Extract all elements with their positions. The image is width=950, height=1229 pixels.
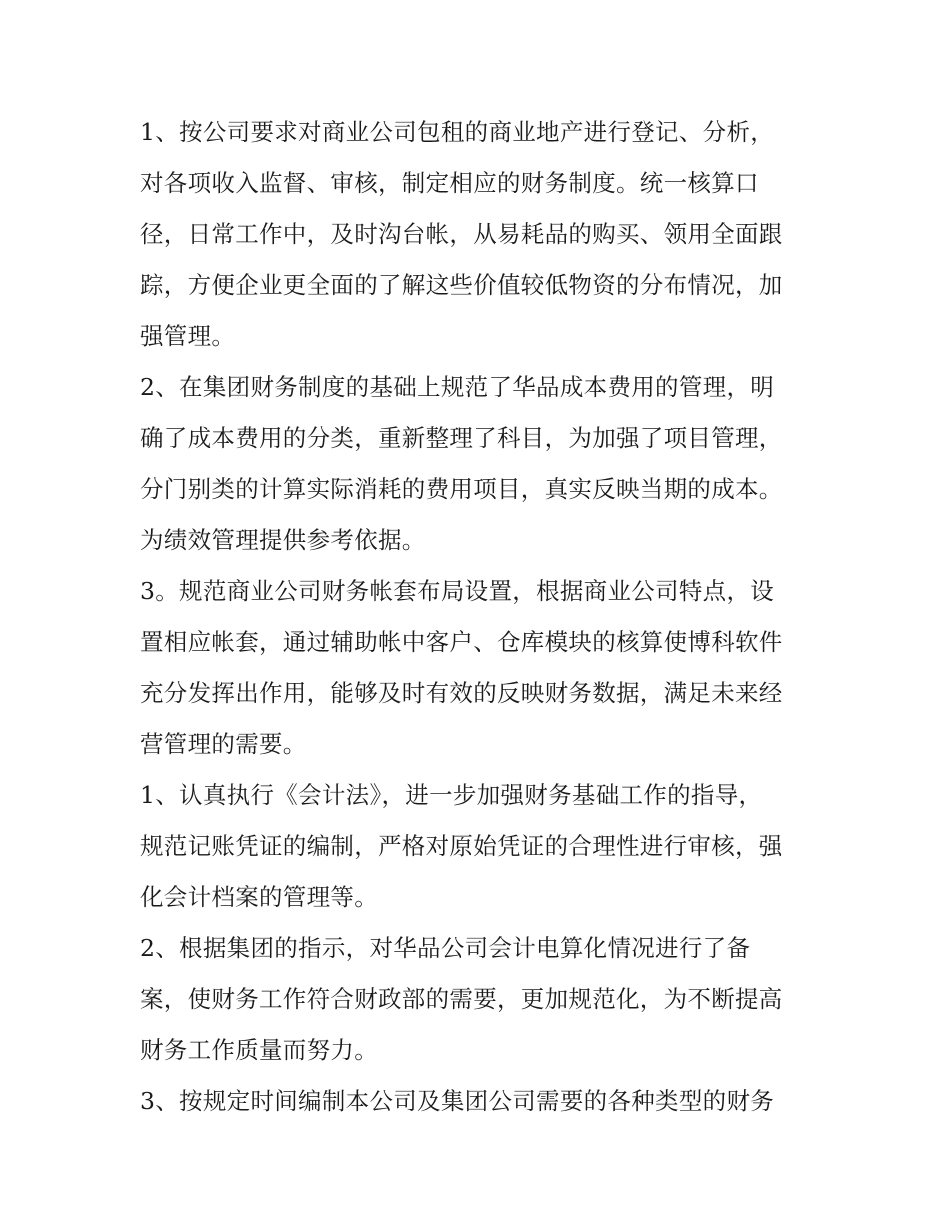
document-body [140,107,815,1127]
text-line: 对各项收入监督、审核，制定相应的财务制度。统一核算口 [140,169,759,197]
text-line: 3、按规定时间编制本公司及集团公司需要的各种类型的财务 [140,1087,775,1115]
text-line: 踪，方便企业更全面的了解这些价值较低物资的分布情况，加 [140,271,783,299]
text-line: 营管理的需要。 [140,730,307,758]
text-line: 财务工作质量而努力。 [140,1036,378,1064]
text-line: 2、在集团财务制度的基础上规范了华品成本费用的管理，明 [140,373,775,401]
text-line: 化会计档案的管理等。 [140,883,378,911]
text-line: 径，日常工作中，及时沟台帐，从易耗品的购买、领用全面跟 [140,220,783,248]
text-line: 1、按公司要求对商业公司包租的商业地产进行登记、分析， [140,118,775,146]
text-line: 3。规范商业公司财务帐套布局设置，根据商业公司特点，设 [140,577,775,605]
text-line: 2、根据集团的指示，对华品公司会计电算化情况进行了备 [140,934,751,962]
text-line: 充分发挥出作用，能够及时有效的反映财务数据，满足未来经 [140,679,783,707]
text-line: 规范记账凭证的编制，严格对原始凭证的合理性进行审核，强 [140,832,783,860]
text-line: 案，使财务工作符合财政部的需要，更加规范化，为不断提高 [140,985,783,1013]
text-line: 强管理。 [140,322,236,350]
text-line: 置相应帐套，通过辅助帐中客户、仓库模块的核算使博科软件 [140,628,783,656]
text-line: 分门别类的计算实际消耗的费用项目，真实反映当期的成本。 [140,475,783,503]
text-line: 1、认真执行《会计法》，进一步加强财务基础工作的指导， [140,781,763,809]
text-line: 确了成本费用的分类，重新整理了科目，为加强了项目管理， [140,424,783,452]
text-line: 为绩效管理提供参考依据。 [140,526,426,554]
